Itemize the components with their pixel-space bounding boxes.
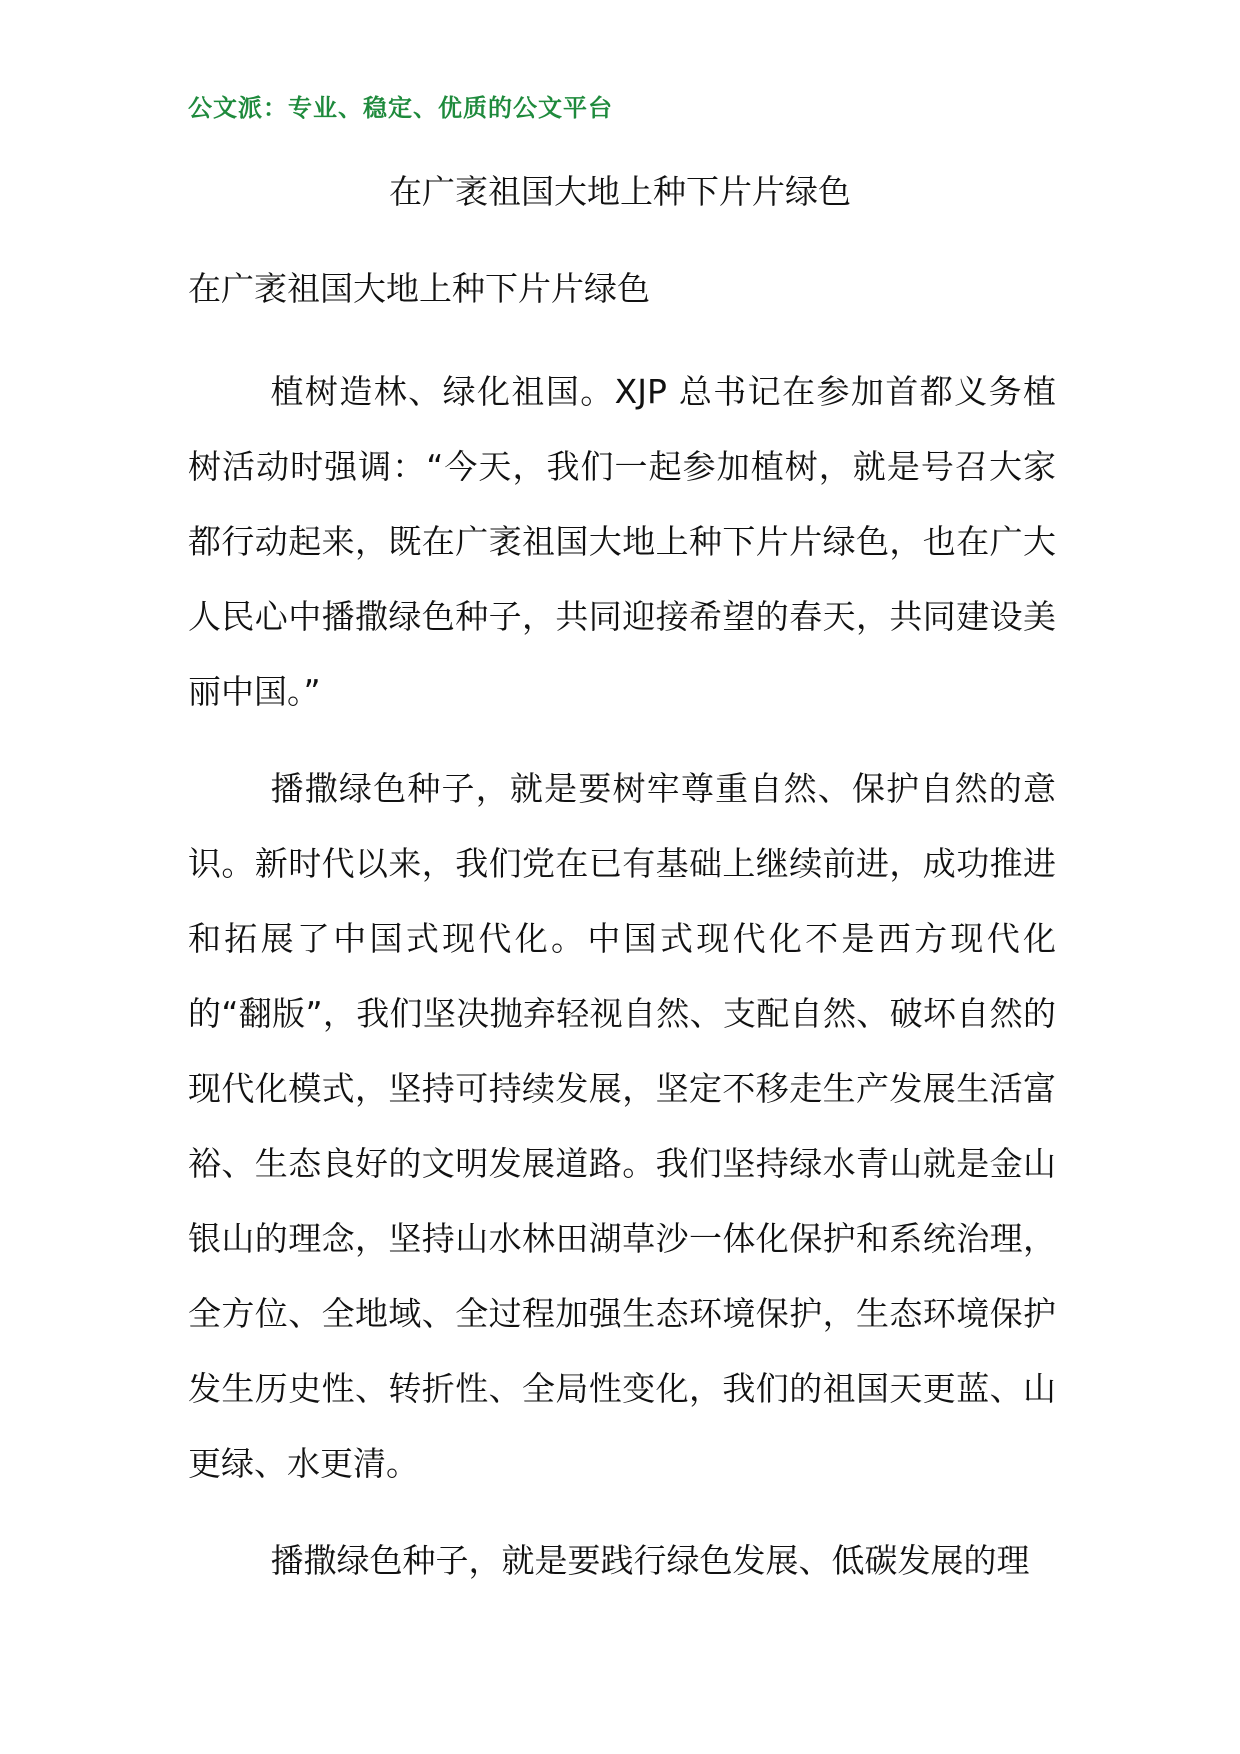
paragraph-1: 植树造林、绿化祖国。XJP 总书记在参加首都义务植树活动时强调：“今天，我们一起参加植树，就是号召大家都行动起来，既在广袤祖国大地上种下片片绿色，也在广大人民心中播撒绿色种子，共同迎接希望的春天，共同建设美丽中国。” [188,372,1056,711]
paragraph-2: 播撒绿色种子，就是要树牢尊重自然、保护自然的意识。新时代以来，我们党在已有基础上继续前进，成功推进和拓展了中国式现代化。中国式现代化不是西方现代化的“翻版”，我们坚决抛弃轻视自然、支配自然、破坏自然的现代化模式，坚持可持续发展，坚定不移走生产发展生活富裕、生态良好的文明发展道路。我们坚持绿水青山就是金山银山的理念，坚持山水林田湖草沙一体化保护和系统治理，全方位、全地域、全过程加强生态环境保护，生态环境保护发生历史性、转折性、全局性变化，我们的祖国天更蓝、山更绿、水更清。 [188,769,1056,1483]
paragraph-3: 播撒绿色种子，就是要践行绿色发展、低碳发展的理 [270,1541,1030,1580]
header-tagline: 公文派：专业、稳定、优质的公文平台 [188,94,613,122]
document-title: 在广袤祖国大地上种下片片绿色 [389,172,851,211]
document-body [188,354,1056,1620]
document-subtitle: 在广袤祖国大地上种下片片绿色 [188,269,650,308]
